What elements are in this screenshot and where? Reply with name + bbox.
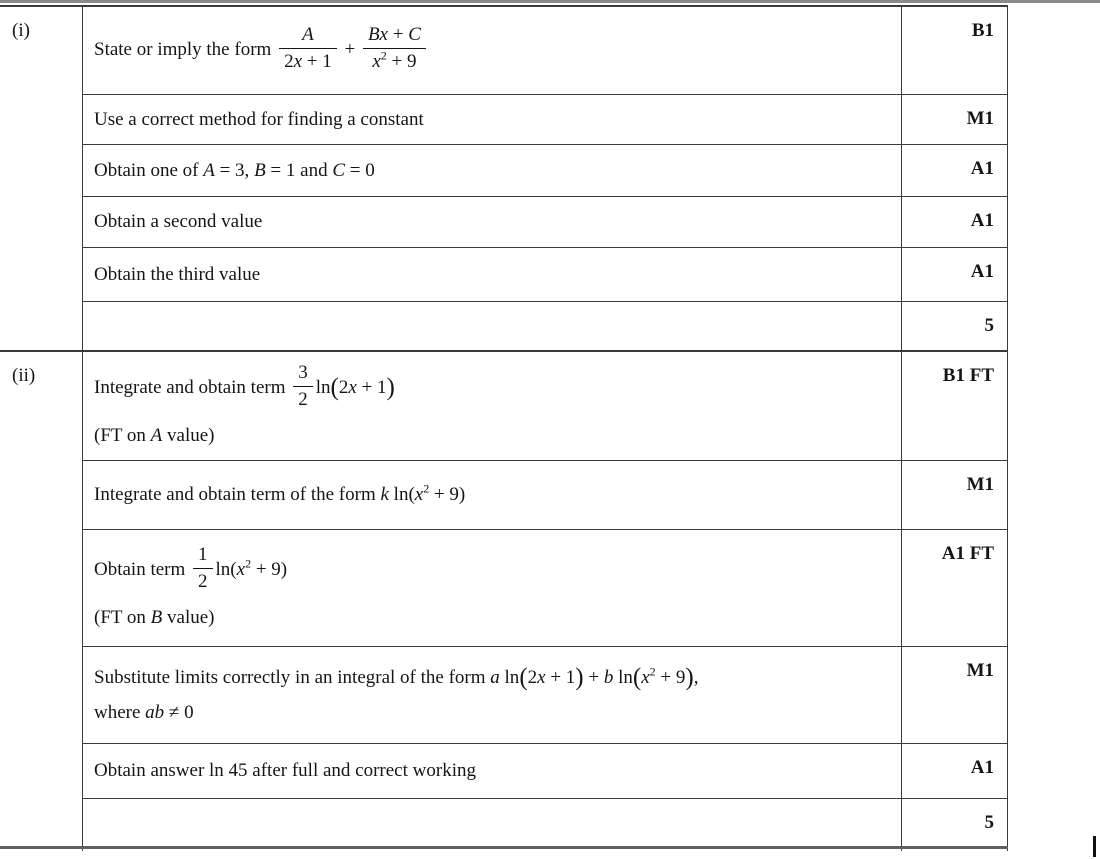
- description-line: Obtain the third value: [94, 263, 261, 285]
- top-rule: [0, 0, 1100, 3]
- mark-table: [0, 5, 1008, 851]
- table-row: [83, 94, 1008, 144]
- description-cell: [83, 352, 901, 460]
- table-row: [83, 7, 1008, 94]
- description-cell: [83, 7, 901, 94]
- description-cell: [83, 799, 901, 851]
- mark-cell: A1: [901, 145, 1008, 196]
- table-row: [83, 352, 1008, 460]
- fraction: $\frac{1}{2}$: [193, 543, 213, 594]
- description-line: Substitute limits correctly in an integral of the form a ln(2x + 1) + b $\ln(x^2 + 9)$,: [94, 663, 699, 691]
- table-row: [83, 196, 1008, 247]
- mark-cell: 5: [901, 799, 1008, 851]
- table-row: [83, 743, 1008, 798]
- description-cell: [83, 197, 901, 247]
- description-line: (FT on A value): [94, 425, 215, 446]
- table-row: [83, 646, 1008, 743]
- mark-cell: 5: [901, 302, 1008, 350]
- description-line: Integrate and obtain term $\frac{3}{2}$ ln(2x + 1): [94, 362, 395, 410]
- description-line: State or imply the form $\frac{A}{2x + 1}$ + $\frac{Bx + C}{x^2 + 9}$: [94, 25, 891, 76]
- table-row: [83, 529, 1008, 646]
- part-section-1: [0, 5, 1008, 350]
- description-cell: [83, 95, 901, 144]
- mark-cell: A1 FT: [901, 530, 1008, 646]
- part-label: (ii): [0, 352, 83, 851]
- description-cell: [83, 248, 901, 301]
- description-line: Integrate and obtain term of the form k $\ln(x^2 + 9)$: [94, 481, 466, 505]
- description-line: Use a correct method for finding a constant: [94, 108, 424, 130]
- description-cell: [83, 145, 901, 196]
- mark-cell: M1: [901, 95, 1008, 144]
- mark-cell: B1 FT: [901, 352, 1008, 460]
- mark-cell: A1: [901, 744, 1008, 798]
- table-row: [83, 301, 1008, 350]
- part-rows: [83, 352, 1008, 851]
- description-cell: [83, 461, 901, 529]
- mark-cell: A1: [901, 197, 1008, 247]
- fraction: $\frac{3}{2}$: [293, 361, 313, 412]
- table-row: [83, 798, 1008, 851]
- table-row: [83, 144, 1008, 196]
- description-line: Obtain one of A = 3, B = 1 and C = 0: [94, 159, 375, 181]
- part-rows: [83, 7, 1008, 350]
- description-line: (FT on B value): [94, 607, 215, 628]
- description-line: Obtain answer ln 45 after full and correct working: [94, 760, 476, 781]
- description-cell: [83, 647, 901, 743]
- mark-cell: M1: [901, 647, 1008, 743]
- description-cell: [83, 530, 901, 646]
- text-cursor: [1093, 836, 1096, 857]
- table-row: [83, 460, 1008, 529]
- description-line: Obtain term $\frac{1}{2}$ $\ln(x^2 + 9)$: [94, 544, 288, 592]
- mark-cell: B1: [901, 7, 1008, 94]
- description-line: where ab ≠ 0: [94, 701, 194, 723]
- bottom-rule: [0, 846, 1008, 849]
- description-cell: [83, 744, 901, 798]
- mark-cell: M1: [901, 461, 1008, 529]
- mark-cell: A1: [901, 248, 1008, 301]
- table-row: [83, 247, 1008, 301]
- part-section-2: [0, 350, 1008, 851]
- description-line: Obtain a second value: [94, 211, 263, 232]
- description-cell: [83, 302, 901, 350]
- fraction: $\frac{A}{2x + 1}$: [279, 23, 337, 74]
- fraction: $\frac{Bx + C}{x^2 + 9}$: [363, 23, 426, 74]
- part-label: (i): [0, 7, 83, 350]
